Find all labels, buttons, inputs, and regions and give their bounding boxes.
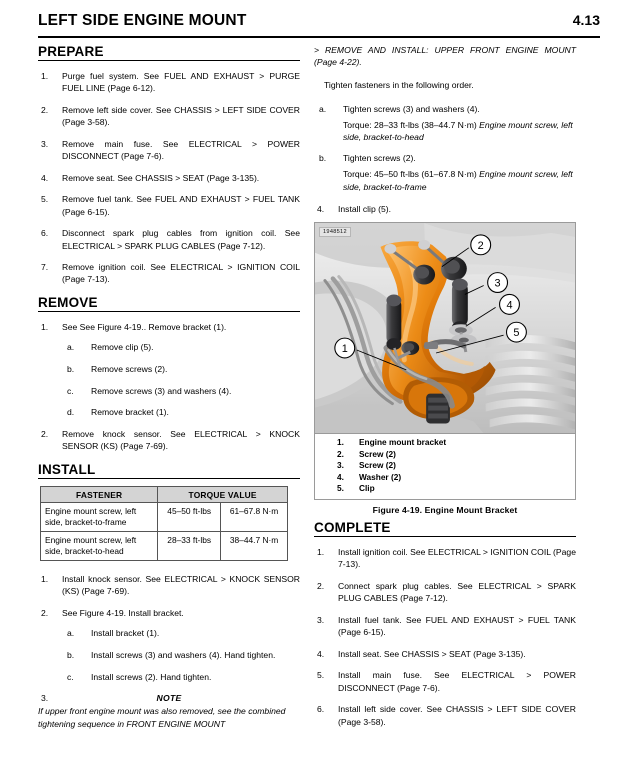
cell-torque-ftlbs: 45–50 ft-lbs: [158, 503, 221, 532]
step-number: 2.: [41, 607, 49, 618]
step-text: Remove ignition coil. See ELECTRICAL > IGNITION COIL (Page 7-13).: [62, 262, 300, 285]
list-item: [38, 321, 300, 419]
step-text: Install left side cover. See CHASSIS > LEFT SIDE COVER (Page 3-58).: [338, 704, 576, 727]
substep-text: Install screws (3) and washers (4). Hand tighten.: [91, 649, 276, 660]
note-title: NOTE: [156, 693, 182, 704]
step-text: See Figure 4-19. Install bracket.: [62, 607, 184, 618]
list-item: [38, 172, 300, 184]
legend-number: 4.: [337, 471, 344, 482]
step-text: Install knock sensor. See ELECTRICAL > KNOCK SENSOR (KS) (Page 7-69).: [62, 574, 300, 597]
step-number: 2.: [41, 104, 49, 115]
list-item: [314, 152, 576, 164]
table-header-row: [41, 487, 288, 503]
list-item: [38, 573, 300, 597]
step-number: 6.: [317, 704, 325, 715]
note-block: [38, 692, 300, 730]
page-header: [38, 12, 600, 30]
legend-number: 3.: [337, 460, 344, 471]
section-heading-remove: REMOVE: [38, 295, 300, 312]
step-text: Install seat. See CHASSIS > SEAT (Page 3-135).: [338, 648, 526, 659]
list-item: [62, 627, 300, 639]
list-item: [314, 580, 576, 604]
step-text: Remove seat. See CHASSIS > SEAT (Page 3-135).: [62, 172, 260, 183]
svg-text:2: 2: [477, 239, 484, 252]
cell-fastener: Engine mount screw, left side, bracket-to-frame: [41, 503, 158, 532]
legend-label: Screw (2): [359, 460, 396, 471]
step-number: 1.: [317, 547, 325, 557]
list-item: [62, 649, 300, 661]
substep-text: Tighten screws (3) and washers (4).: [343, 103, 480, 114]
substep-number: c.: [67, 671, 74, 682]
engine-mount-illustration: [315, 223, 575, 433]
legend-item: [315, 483, 575, 495]
substep-text: Install bracket (1).: [91, 628, 160, 639]
step-number: 5.: [317, 670, 325, 681]
step-number: 5.: [41, 194, 49, 205]
legend-item: [315, 460, 575, 472]
column-header-fastener: FASTENER: [41, 487, 158, 503]
left-column: [38, 44, 300, 730]
step-number: 2.: [41, 429, 49, 440]
torque-spec-fastener: Engine mount screw, left side, bracket-to-frame: [343, 169, 573, 192]
svg-text:1: 1: [341, 343, 348, 356]
table-header: [41, 487, 288, 503]
callout-1: [335, 338, 355, 358]
list-item: [38, 261, 300, 285]
install-substep-list: [62, 627, 300, 683]
step-text: Install main fuse. See ELECTRICAL > POWER DISCONNECT (Page 7-6).: [338, 670, 576, 693]
legend-item: [315, 437, 575, 449]
column-header-torque-value: TORQUE VALUE: [158, 487, 288, 503]
legend-number: 2.: [337, 448, 344, 459]
list-item: [62, 363, 300, 375]
table-row: [41, 532, 288, 561]
legend-number: 5.: [337, 483, 344, 494]
list-item: [62, 671, 300, 683]
page-number: 4.13: [572, 12, 600, 28]
callout-2: [471, 235, 491, 255]
callout-4: [500, 294, 520, 314]
legend-label: Washer (2): [359, 471, 402, 482]
step-text: Install ignition coil. See ELECTRICAL > IGNITION COIL (Page 7-13).: [338, 547, 576, 570]
svg-text:3: 3: [494, 277, 501, 290]
right-column: [314, 44, 576, 737]
figure-legend: [314, 434, 576, 500]
step-number: 3.: [41, 138, 49, 149]
step-text: Remove fuel tank. See FUEL AND EXHAUST > FUEL TANK (Page 6-15).: [62, 194, 300, 217]
list-item: [38, 607, 300, 683]
step-number: 4.: [317, 648, 325, 659]
legend-label: Clip: [359, 483, 375, 494]
step-number: 1.: [41, 71, 49, 81]
substep-text: Remove screws (2).: [91, 364, 168, 375]
substep-number: b.: [319, 153, 327, 164]
callout-5: [507, 322, 527, 342]
step-number: 3.: [317, 614, 325, 625]
legend-item: [315, 449, 575, 461]
substep-number: a.: [67, 342, 75, 353]
list-item: [62, 406, 300, 418]
list-item: [314, 103, 576, 115]
legend-label: Engine mount bracket: [359, 437, 447, 448]
torque-spec: [314, 168, 576, 192]
list-item: [38, 193, 300, 217]
section-heading-complete: COMPLETE: [314, 520, 576, 537]
tighten-lead-text: Tighten fasteners in the following order.: [324, 80, 474, 91]
list-item: [314, 669, 576, 693]
step-number: 7.: [41, 262, 49, 273]
figure-image: [314, 222, 576, 434]
svg-text:5: 5: [513, 327, 520, 340]
torque-spec-value: Torque: 45–50 ft-lbs (61–67.8 N·m): [343, 169, 480, 180]
remove-step-list: [38, 321, 300, 452]
section-heading-prepare: PREPARE: [38, 44, 300, 61]
cell-torque-nm: 38–44.7 N·m: [221, 532, 288, 561]
page-title: LEFT SIDE ENGINE MOUNT: [38, 12, 247, 29]
list-item: [38, 104, 300, 128]
tighten-substep-list: [314, 103, 576, 193]
step-number: 1.: [41, 322, 49, 333]
step-text: Remove main fuse. See ELECTRICAL > POWER DISCONNECT (Page 7-6).: [62, 138, 300, 162]
step-text: See See Figure 4-19.. Remove bracket (1).: [62, 322, 227, 333]
step-text: Remove knock sensor. See ELECTRICAL > KNOCK SENSOR (KS) (Page 7-69).: [62, 429, 300, 452]
substep-text: Remove bracket (1).: [91, 407, 169, 418]
substep-number: b.: [67, 649, 75, 660]
install-clip-step-list: [314, 203, 576, 215]
step-number: 4.: [317, 203, 325, 214]
substep-number: d.: [67, 407, 75, 418]
legend-label: Screw (2): [359, 448, 396, 459]
step-text: Install fuel tank. See FUEL AND EXHAUST > FUEL TANK (Page 6-15).: [338, 614, 576, 638]
step-number: 6.: [41, 228, 49, 239]
svg-text:4: 4: [506, 299, 513, 312]
step-text: Disconnect spark plug cables from ignition coil. See ELECTRICAL > SPARK PLUG CABLES (Page 7-12).: [62, 228, 300, 251]
legend-number: 1.: [337, 437, 344, 448]
section-heading-install: INSTALL: [38, 462, 300, 479]
list-item: [314, 703, 576, 727]
step-number: 2.: [317, 580, 325, 591]
list-item: [314, 203, 576, 215]
header-divider: [38, 36, 600, 38]
list-item: [314, 546, 576, 570]
substep-number: b.: [67, 364, 75, 375]
substep-number: a.: [67, 628, 75, 639]
substep-text: Install screws (2). Hand tighten.: [91, 671, 212, 682]
step-number: 3.: [41, 693, 49, 704]
torque-spec-value: Torque: 28–33 ft-lbs (38–44.7 N·m): [343, 119, 480, 130]
cell-torque-nm: 61–67.8 N·m: [221, 503, 288, 532]
substep-text: Tighten screws (2).: [343, 153, 416, 164]
step-text: Remove left side cover. See CHASSIS > LEFT SIDE COVER (Page 3-58).: [62, 104, 300, 128]
step-text: Install clip (5).: [338, 203, 392, 214]
callout-3: [488, 273, 508, 293]
note-body: If upper front engine mount was also removed, see the combined tightening sequence in FRONT ENGINE MOUNT: [38, 706, 286, 729]
table-row: [41, 503, 288, 532]
list-item: [38, 428, 300, 452]
install-step-list: [38, 573, 300, 683]
list-item: [38, 138, 300, 162]
legend-item: [315, 472, 575, 484]
list-item: [314, 648, 576, 660]
cell-torque-ftlbs: 28–33 ft-lbs: [158, 532, 221, 561]
cell-fastener: Engine mount screw, left side, bracket-to-head: [41, 532, 158, 561]
substep-number: c.: [67, 385, 74, 396]
list-item: [314, 614, 576, 638]
list-item: [38, 227, 300, 251]
step-text: Connect spark plug cables. See ELECTRICAL > SPARK PLUG CABLES (Page 7-12).: [338, 580, 576, 604]
list-item: [38, 70, 300, 94]
table-body: [41, 503, 288, 561]
complete-step-list: [314, 546, 576, 728]
step-number: 4.: [41, 172, 49, 183]
substep-text: Remove clip (5).: [91, 342, 154, 353]
step-text: Purge fuel system. See FUEL AND EXHAUST > PURGE FUEL LINE (Page 6-12).: [62, 71, 300, 94]
torque-spec: [314, 119, 576, 143]
figure-caption: Figure 4-19. Engine Mount Bracket: [372, 505, 518, 515]
step-number: 1.: [41, 574, 49, 585]
torque-value-table: [40, 486, 288, 561]
list-item: [62, 385, 300, 397]
figure-image-id: 1948512: [319, 227, 351, 237]
prepare-step-list: [38, 70, 300, 286]
substep-text: Remove screws (3) and washers (4).: [91, 385, 232, 396]
torque-spec-fastener: Engine mount screw, left side, bracket-to-head: [343, 119, 573, 143]
substep-number: a.: [319, 103, 327, 114]
remove-substep-list: [62, 341, 300, 418]
list-item: [62, 341, 300, 353]
continuation-reference: > REMOVE AND INSTALL: UPPER FRONT ENGINE MOUNT (Page 4-22).: [314, 45, 576, 68]
